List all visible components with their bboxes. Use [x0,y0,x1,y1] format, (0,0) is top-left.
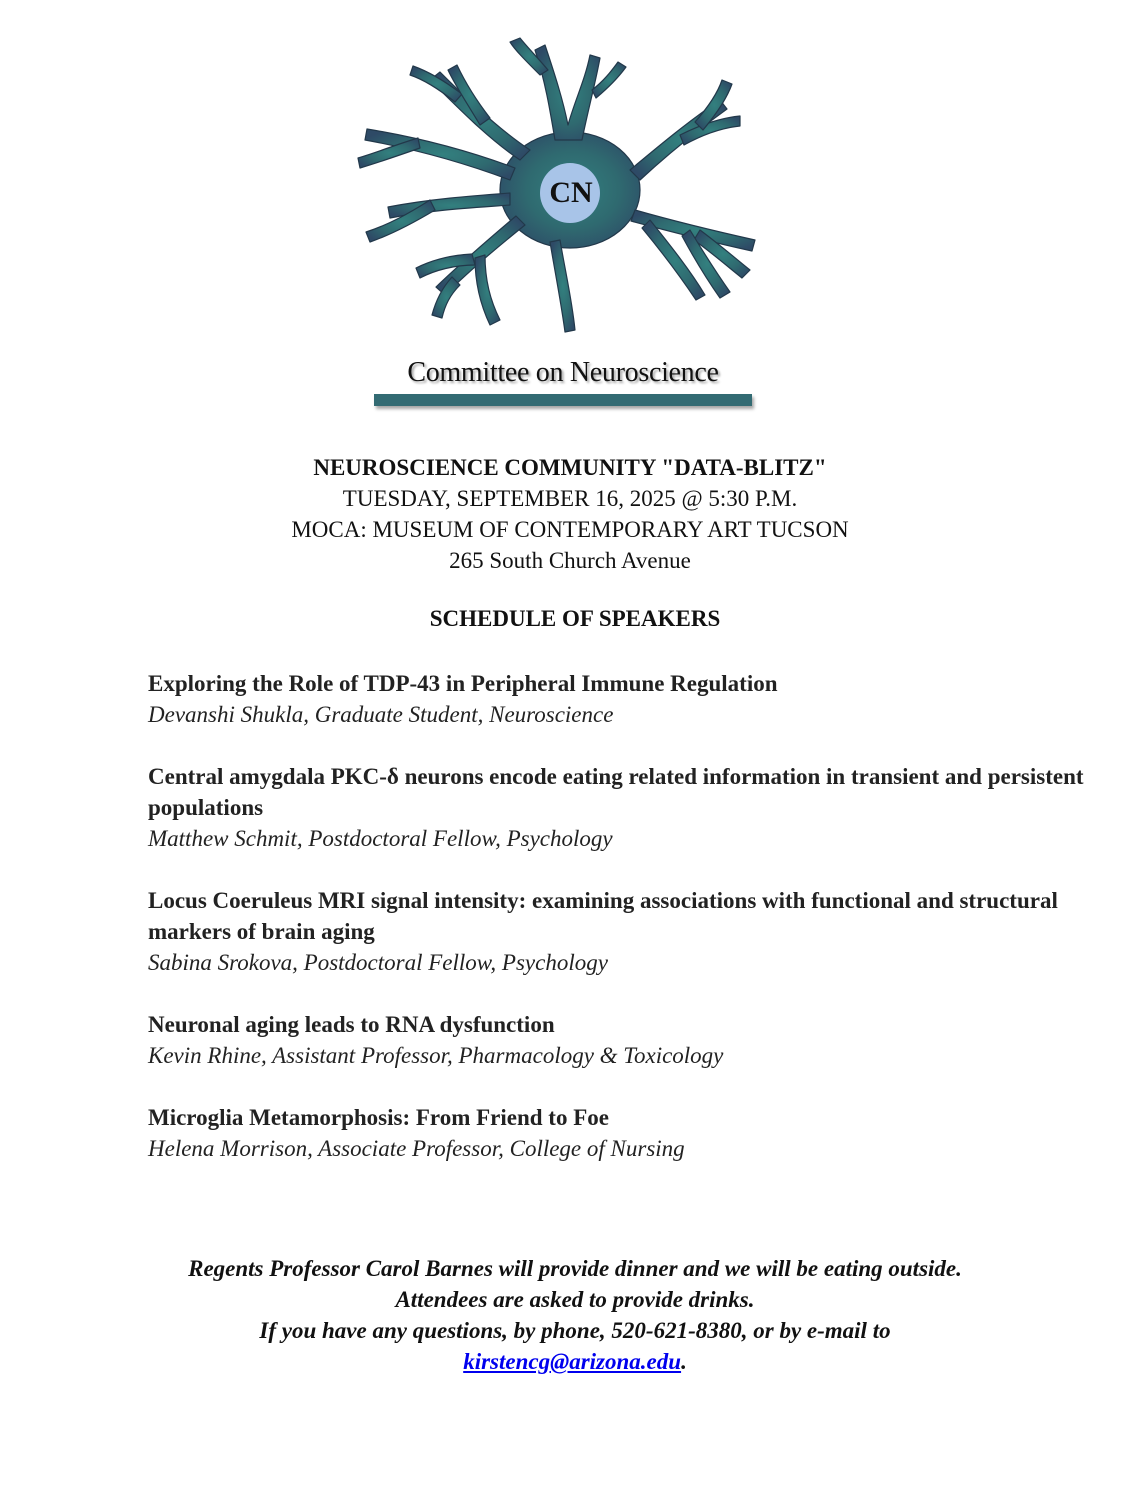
contact-note: If you have any questions, by phone, 520-621-8380, or by e-mail to [259,1318,891,1343]
event-header [0,452,1140,576]
email-line [0,1346,1140,1377]
logo-caption: Committee on Neuroscience [407,357,719,388]
dinner-note: Regents Professor Carol Barnes will provide dinner and we will be eating outside. [188,1256,962,1281]
talk-title: Exploring the Role of TDP-43 in Peripheral Immune Regulation [148,671,778,696]
talk-speaker: Helena Morrison, Associate Professor, College of Nursing [148,1136,685,1161]
talk-title: Microglia Metamorphosis: From Friend to Foe [148,1105,609,1130]
logo-initials: CN [549,176,593,209]
logo-underline-bar [374,394,752,406]
event-address: 265 South Church Avenue [449,548,691,573]
talk-title: Locus Coeruleus MRI signal intensity: examining associations with functional and structural markers of brain aging [148,888,1058,944]
event-title: NEUROSCIENCE COMMUNITY "DATA-BLITZ" [313,455,827,480]
drinks-note: Attendees are asked to provide drinks. [395,1287,755,1312]
talk-speaker: Devanshi Shukla, Graduate Student, Neuroscience [148,702,614,727]
footer-notes [0,1253,1140,1377]
talk-item [148,761,1088,854]
talk-speaker: Matthew Schmit, Postdoctoral Fellow, Psychology [148,826,613,851]
schedule-heading: SCHEDULE OF SPEAKERS [429,606,721,631]
talk-item [148,668,1088,730]
talk-speaker: Sabina Srokova, Postdoctoral Fellow, Psychology [148,950,608,975]
talk-item [148,885,1088,978]
talk-title: Neuronal aging leads to RNA dysfunction [148,1012,555,1037]
event-datetime: TUESDAY, SEPTEMBER 16, 2025 @ 5:30 P.M. [342,486,798,511]
email-link[interactable]: kirstencg@arizona.edu [463,1349,682,1374]
email-trailing-period: . [681,1349,687,1374]
talk-item [148,1102,1088,1164]
talk-title: Central amygdala PKC-δ neurons encode eating related information in transient and persistent populations [148,764,1084,820]
talk-speaker: Kevin Rhine, Assistant Professor, Pharmacology & Toxicology [148,1043,724,1068]
committee-logo [350,30,770,420]
talk-item [148,1009,1088,1071]
event-venue: MOCA: MUSEUM OF CONTEMPORARY ART TUCSON [291,517,849,542]
talk-list [148,668,1088,1195]
